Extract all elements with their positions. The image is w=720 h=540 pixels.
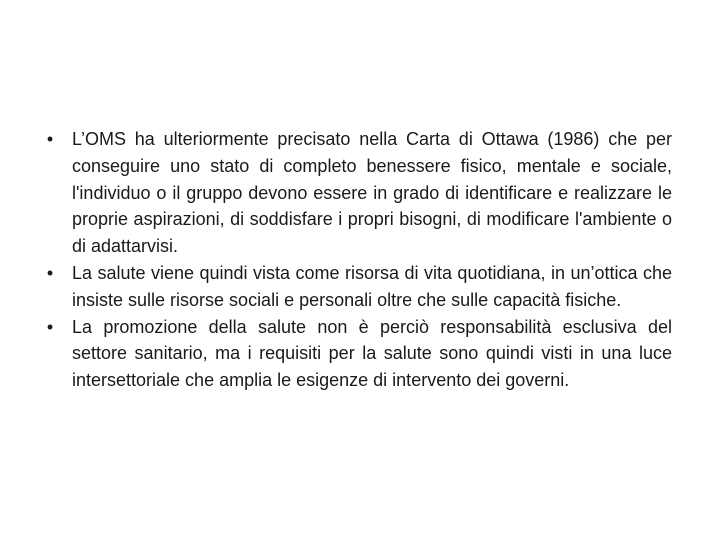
bullet-item-health-resource bbox=[40, 260, 672, 314]
bullet-icon: • bbox=[46, 316, 54, 337]
bullet-item-ottawa-charter bbox=[40, 126, 672, 260]
bullet-icon: • bbox=[46, 262, 54, 283]
bullet-text: La salute viene quindi vista come risorsa di vita quotidiana, in un’ottica che insiste sulle risorse sociali e personali oltre che sulle capacità fisiche. bbox=[72, 262, 672, 310]
bullet-text: L’OMS ha ulteriormente precisato nella Carta di Ottawa (1986) che per conseguire uno stato di completo benessere fisico, mentale e sociale, l'individuo o il gruppo devono essere in grado di identificare e realizzare le proprie aspirazioni, di soddisfare i propri bisogni, di modificare l'ambiente o di adattarvisi. bbox=[72, 129, 672, 257]
bullet-icon: • bbox=[46, 129, 54, 149]
bullet-list bbox=[40, 126, 672, 394]
bullet-item-health-promotion bbox=[40, 314, 672, 394]
bullet-text: La promozione della salute non è perciò responsabilità esclusiva del settore sanitario, ma i requisiti per la salute sono quindi visti in una luce intersettoriale che amplia le esigenze di intervento dei governi. bbox=[72, 316, 672, 391]
